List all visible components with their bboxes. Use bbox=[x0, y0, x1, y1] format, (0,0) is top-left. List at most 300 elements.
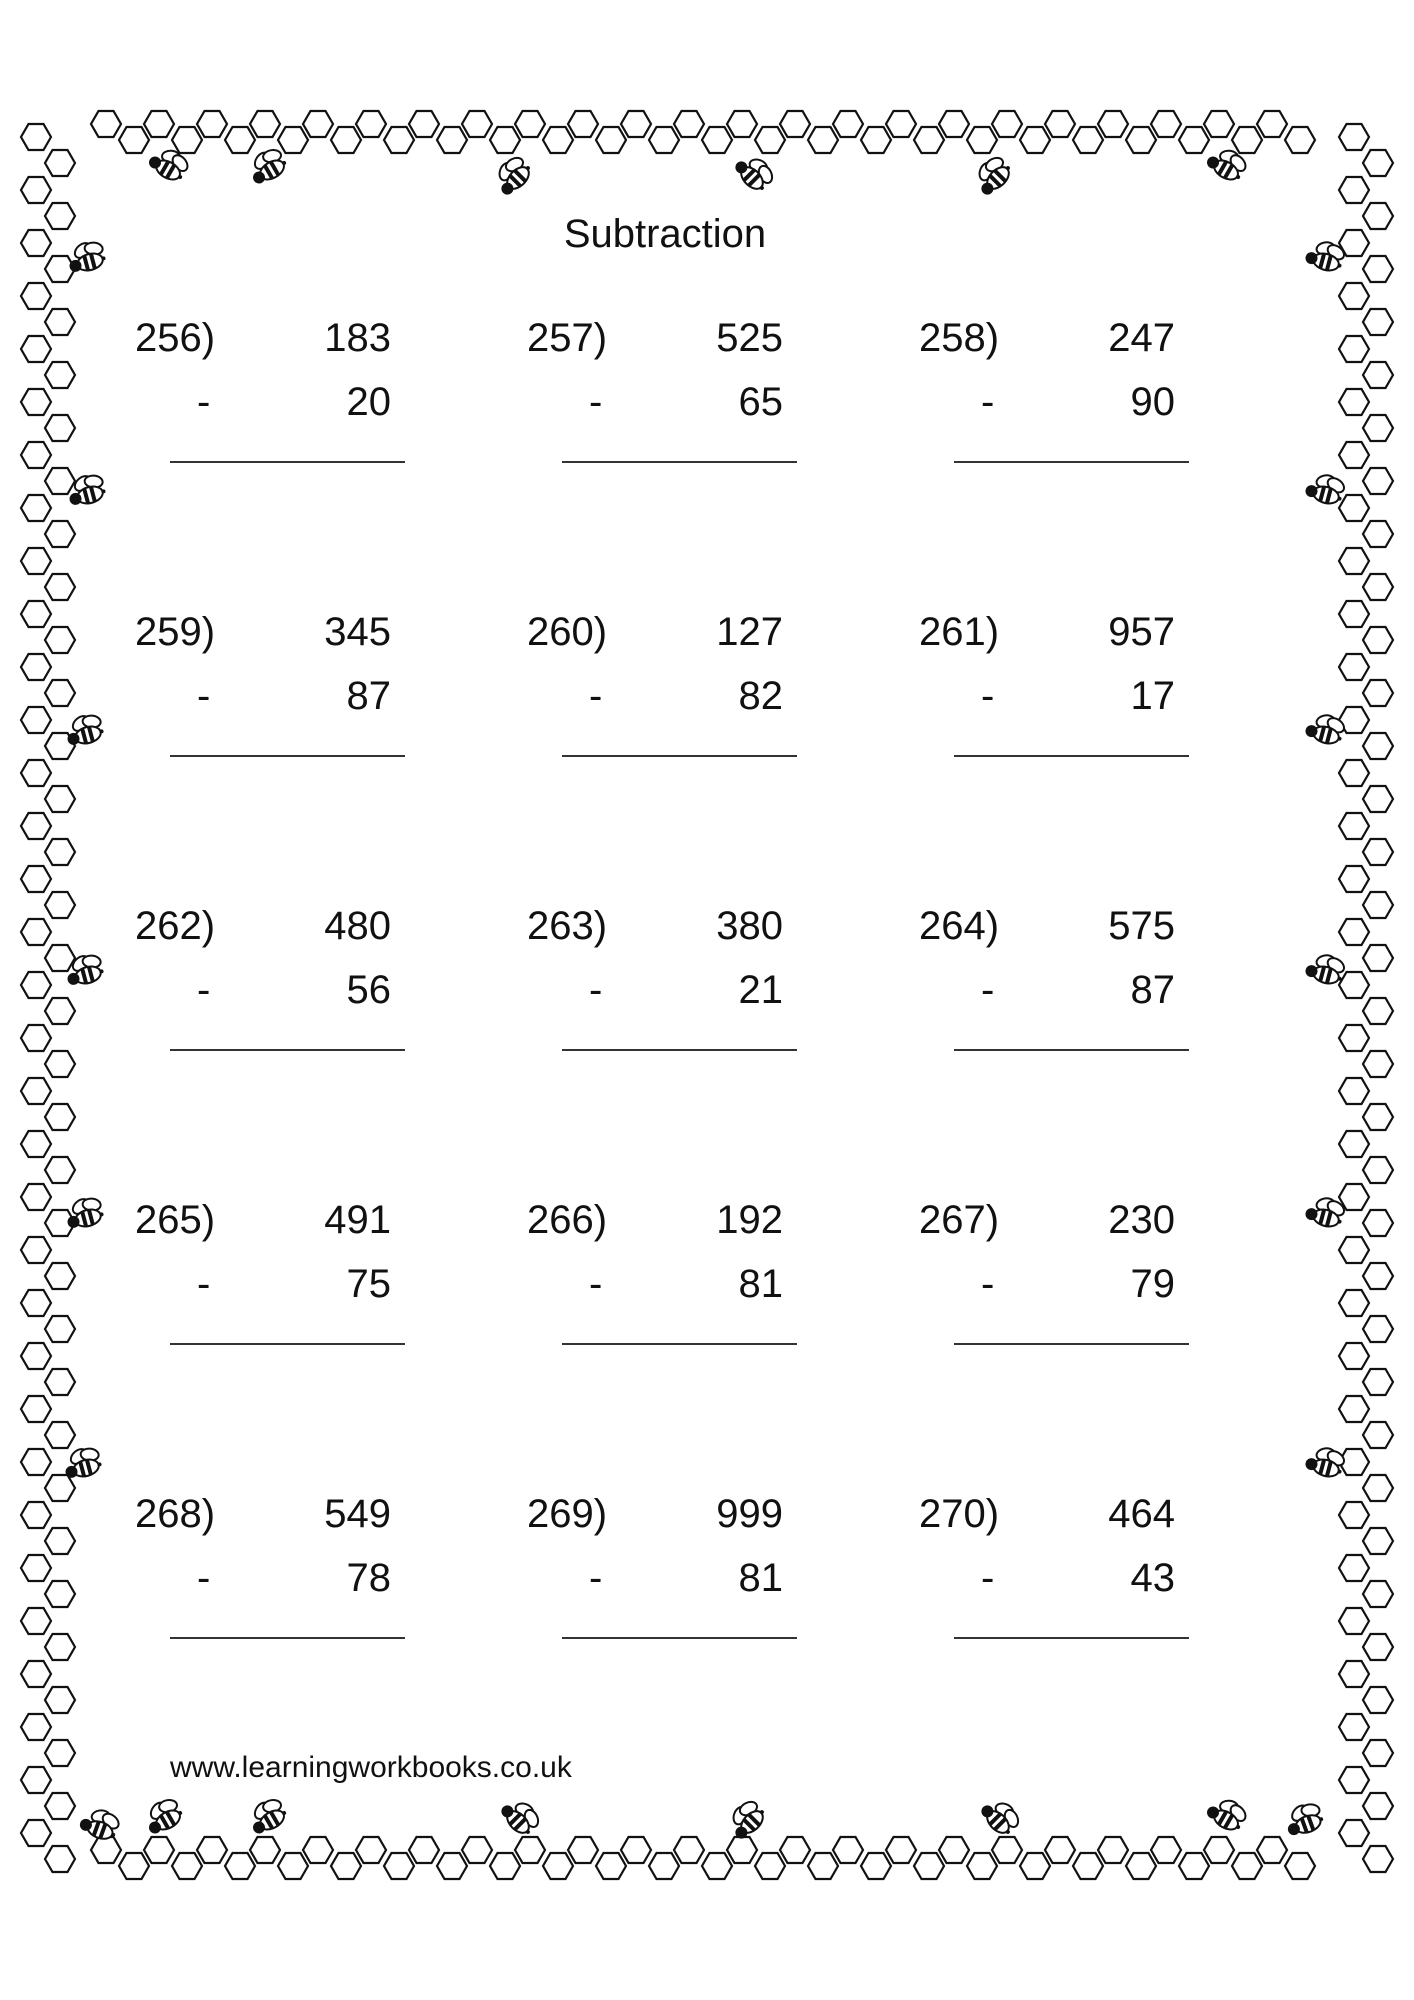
minus-sign: - bbox=[197, 1262, 211, 1306]
hexagon-cell bbox=[1232, 127, 1262, 153]
problem-number: 263) bbox=[527, 904, 608, 948]
answer-line bbox=[170, 1637, 405, 1639]
hexagon-cell bbox=[621, 1837, 651, 1863]
problem-265 bbox=[135, 1195, 527, 1489]
hexagon-cell bbox=[91, 1837, 121, 1863]
hexagon-cell bbox=[45, 309, 75, 335]
bee-icon bbox=[1204, 1790, 1252, 1835]
hexagon-cell bbox=[1363, 1157, 1393, 1183]
hexagon-cell bbox=[1098, 111, 1128, 137]
hexagon-cell bbox=[21, 1767, 51, 1793]
hexagon-cell bbox=[1179, 1853, 1209, 1879]
hexagon-cell bbox=[1339, 760, 1369, 786]
hexagon-cell bbox=[197, 1837, 227, 1863]
subtrahend: 43 bbox=[1130, 1556, 1175, 1600]
hexagon-cell bbox=[21, 1237, 51, 1263]
hexagon-cell bbox=[1045, 111, 1075, 137]
hexagon-cell bbox=[1285, 1853, 1315, 1879]
hexagon-cell bbox=[21, 1608, 51, 1634]
problem-number: 260) bbox=[527, 610, 608, 654]
hexagon-cell bbox=[21, 177, 51, 203]
answer-line bbox=[562, 755, 797, 757]
subtrahend: 17 bbox=[1130, 674, 1175, 718]
hexagon-cell bbox=[967, 127, 997, 153]
answer-line bbox=[170, 1343, 405, 1345]
hexagon-cell bbox=[21, 283, 51, 309]
hexagon-cell bbox=[1339, 919, 1369, 945]
subtrahend: 87 bbox=[346, 674, 391, 718]
hexagon-cell bbox=[1020, 127, 1050, 153]
hexagon-cell bbox=[939, 111, 969, 137]
answer-line bbox=[170, 1049, 405, 1051]
hexagon-cell bbox=[596, 127, 626, 153]
subtrahend: 79 bbox=[1130, 1262, 1175, 1306]
hexagon-cell bbox=[1126, 127, 1156, 153]
hexagon-cell bbox=[780, 1837, 810, 1863]
hexagon-cell bbox=[780, 111, 810, 137]
answer-line bbox=[562, 1343, 797, 1345]
hexagon-cell bbox=[1363, 1740, 1393, 1766]
hexagon-cell bbox=[356, 1837, 386, 1863]
hexagon-cell bbox=[331, 1853, 361, 1879]
hexagon-cell bbox=[21, 1131, 51, 1157]
hexagon-cell bbox=[1339, 177, 1369, 203]
hexagon-cell bbox=[674, 1837, 704, 1863]
hexagon-cell bbox=[45, 1263, 75, 1289]
subtrahend: 21 bbox=[738, 968, 783, 1012]
hexagon-cell bbox=[1363, 1316, 1393, 1342]
subtrahend: 90 bbox=[1130, 380, 1175, 424]
hexagon-cell bbox=[45, 1157, 75, 1183]
hexagon-cell bbox=[462, 111, 492, 137]
bee-icon bbox=[487, 150, 536, 199]
hexagon-cell bbox=[45, 680, 75, 706]
problem-number: 268) bbox=[135, 1492, 216, 1536]
minuend: 525 bbox=[716, 316, 783, 360]
minuend: 380 bbox=[716, 904, 783, 948]
hexagon-cell bbox=[21, 1820, 51, 1846]
minuend: 230 bbox=[1108, 1198, 1175, 1242]
hexagon-cell bbox=[1257, 111, 1287, 137]
problem-258 bbox=[919, 313, 1215, 607]
hexagon-cell bbox=[1339, 1396, 1369, 1422]
hexagon-cell bbox=[1151, 1837, 1181, 1863]
hexagon-cell bbox=[1363, 1369, 1393, 1395]
subtrahend: 78 bbox=[346, 1556, 391, 1600]
hexagon-cell bbox=[1363, 1210, 1393, 1236]
hexagon-cell bbox=[1339, 1608, 1369, 1634]
hexagon-cell bbox=[596, 1853, 626, 1879]
hexagon-cell bbox=[727, 111, 757, 137]
hexagon-cell bbox=[833, 1837, 863, 1863]
hexagon-cell bbox=[1257, 1837, 1287, 1863]
hexagon-cell bbox=[21, 1661, 51, 1687]
answer-line bbox=[954, 1343, 1189, 1345]
hexagon-cell bbox=[1073, 127, 1103, 153]
hexagon-cell bbox=[1339, 1131, 1369, 1157]
hexagon-cell bbox=[21, 1502, 51, 1528]
hexagon-cell bbox=[1363, 309, 1393, 335]
hexagon-cell bbox=[21, 813, 51, 839]
hexagon-cell bbox=[21, 124, 51, 150]
hexagon-cell bbox=[437, 1853, 467, 1879]
hexagon-cell bbox=[1339, 495, 1369, 521]
hexagon-cell bbox=[225, 1853, 255, 1879]
hexagon-cell bbox=[1204, 1837, 1234, 1863]
minus-sign: - bbox=[589, 674, 603, 718]
hexagon-cell bbox=[119, 1853, 149, 1879]
hexagon-cell bbox=[1339, 1290, 1369, 1316]
hexagon-cell bbox=[1363, 1634, 1393, 1660]
hexagon-cell bbox=[21, 336, 51, 362]
hexagon-cell bbox=[1363, 256, 1393, 282]
hexagon-cell bbox=[1363, 998, 1393, 1024]
subtrahend: 56 bbox=[346, 968, 391, 1012]
hexagon-cell bbox=[119, 127, 149, 153]
hexagon-cell bbox=[21, 654, 51, 680]
hexagon-cell bbox=[45, 1846, 75, 1872]
hexagon-cell bbox=[1339, 124, 1369, 150]
subtrahend: 65 bbox=[738, 380, 783, 424]
hexagon-cell bbox=[1204, 111, 1234, 137]
hexagon-cell bbox=[1339, 1237, 1369, 1263]
hexagon-cell bbox=[1339, 442, 1369, 468]
minus-sign: - bbox=[197, 968, 211, 1012]
hexagon-cell bbox=[1339, 1025, 1369, 1051]
hexagon-cell bbox=[21, 548, 51, 574]
hexagon-cell bbox=[45, 1316, 75, 1342]
hexagon-cell bbox=[21, 442, 51, 468]
hexagon-cell bbox=[45, 1581, 75, 1607]
hexagon-cell bbox=[1179, 127, 1209, 153]
subtrahend: 75 bbox=[346, 1262, 391, 1306]
minuend: 491 bbox=[324, 1198, 391, 1242]
hexagon-cell bbox=[21, 1555, 51, 1581]
minuend: 464 bbox=[1108, 1492, 1175, 1536]
hexagon-cell bbox=[1339, 1820, 1369, 1846]
problem-256 bbox=[135, 313, 527, 607]
hexagon-cell bbox=[886, 1837, 916, 1863]
hexagon-cell bbox=[144, 111, 174, 137]
hexagon-cell bbox=[1363, 1528, 1393, 1554]
hexagon-cell bbox=[702, 1853, 732, 1879]
bee-icon bbox=[139, 1792, 187, 1837]
hexagon-cell bbox=[727, 1837, 757, 1863]
hexagon-cell bbox=[967, 1853, 997, 1879]
hexagon-cell bbox=[1363, 1687, 1393, 1713]
subtrahend: 81 bbox=[738, 1556, 783, 1600]
hexagon-cell bbox=[1363, 1422, 1393, 1448]
hexagon-cell bbox=[1363, 468, 1393, 494]
hexagon-cell bbox=[1339, 1502, 1369, 1528]
minus-sign: - bbox=[589, 1262, 603, 1306]
minuend: 480 bbox=[324, 904, 391, 948]
minuend: 957 bbox=[1108, 610, 1175, 654]
minuend: 345 bbox=[324, 610, 391, 654]
hexagon-cell bbox=[172, 1853, 202, 1879]
bee-icon bbox=[977, 1791, 1026, 1840]
hexagon-cell bbox=[45, 945, 75, 971]
problem-269 bbox=[527, 1489, 919, 1783]
problem-266 bbox=[527, 1195, 919, 1489]
hexagon-cell bbox=[21, 1078, 51, 1104]
hexagon-cell bbox=[303, 111, 333, 137]
hexagon-cell bbox=[21, 1449, 51, 1475]
hexagon-cell bbox=[278, 1853, 308, 1879]
problem-number: 257) bbox=[527, 316, 608, 360]
minuend: 549 bbox=[324, 1492, 391, 1536]
hexagon-cell bbox=[1339, 389, 1369, 415]
hexagon-cell bbox=[172, 127, 202, 153]
hexagon-cell bbox=[21, 1290, 51, 1316]
minuend: 247 bbox=[1108, 316, 1175, 360]
hexagon-cell bbox=[45, 1475, 75, 1501]
hexagon-cell bbox=[833, 111, 863, 137]
problem-259 bbox=[135, 607, 527, 901]
hexagon-cell bbox=[914, 127, 944, 153]
hexagon-cell bbox=[21, 1714, 51, 1740]
hexagon-cell bbox=[490, 1853, 520, 1879]
hexagon-cell bbox=[45, 892, 75, 918]
hexagon-cell bbox=[384, 127, 414, 153]
bee-icon bbox=[78, 1802, 125, 1844]
bee-icon bbox=[497, 1791, 546, 1840]
hexagon-cell bbox=[568, 1837, 598, 1863]
hexagon-cell bbox=[702, 127, 732, 153]
hexagon-cell bbox=[1363, 733, 1393, 759]
minus-sign: - bbox=[589, 968, 603, 1012]
problem-number: 259) bbox=[135, 610, 216, 654]
hexagon-cell bbox=[1020, 1853, 1050, 1879]
problem-263 bbox=[527, 901, 919, 1195]
problem-number: 269) bbox=[527, 1492, 608, 1536]
hexagon-cell bbox=[1363, 1104, 1393, 1130]
subtrahend: 87 bbox=[1130, 968, 1175, 1012]
hexagon-cell bbox=[225, 127, 255, 153]
hexagon-cell bbox=[1363, 839, 1393, 865]
hexagon-cell bbox=[1363, 945, 1393, 971]
hexagon-cell bbox=[21, 1184, 51, 1210]
hexagon-cell bbox=[1339, 1184, 1369, 1210]
hexagon-cell bbox=[1363, 627, 1393, 653]
problem-number: 256) bbox=[135, 316, 216, 360]
hexagon-cell bbox=[21, 1396, 51, 1422]
hexagon-cell bbox=[303, 1837, 333, 1863]
hexagon-cell bbox=[21, 495, 51, 521]
hexagon-cell bbox=[914, 1853, 944, 1879]
hexagon-cell bbox=[197, 111, 227, 137]
hexagon-cell bbox=[1073, 1853, 1103, 1879]
hexagon-cell bbox=[21, 389, 51, 415]
hexagon-cell bbox=[1363, 415, 1393, 441]
hexagon-cell bbox=[21, 919, 51, 945]
answer-line bbox=[954, 461, 1189, 463]
problem-264 bbox=[919, 901, 1215, 1195]
minus-sign: - bbox=[589, 380, 603, 424]
problem-number: 261) bbox=[919, 610, 1000, 654]
hexagon-cell bbox=[1339, 1555, 1369, 1581]
hexagon-cell bbox=[45, 1793, 75, 1819]
hexagon-cell bbox=[21, 601, 51, 627]
hexagon-cell bbox=[939, 1837, 969, 1863]
hexagon-cell bbox=[91, 111, 121, 137]
hexagon-cell bbox=[409, 1837, 439, 1863]
hexagon-cell bbox=[490, 127, 520, 153]
problem-number: 270) bbox=[919, 1492, 1000, 1536]
minuend: 183 bbox=[324, 316, 391, 360]
hexagon-cell bbox=[568, 111, 598, 137]
hexagon-cell bbox=[1126, 1853, 1156, 1879]
minus-sign: - bbox=[981, 1556, 995, 1600]
hexagon-cell bbox=[1339, 654, 1369, 680]
hexagon-cell bbox=[45, 786, 75, 812]
problem-grid bbox=[135, 313, 1215, 1783]
hexagon-cell bbox=[808, 127, 838, 153]
hexagon-cell bbox=[45, 1051, 75, 1077]
hexagon-cell bbox=[1363, 574, 1393, 600]
answer-line bbox=[562, 461, 797, 463]
hexagon-cell bbox=[1363, 521, 1393, 547]
hexagon-cell bbox=[1151, 111, 1181, 137]
hexagon-cell bbox=[861, 1853, 891, 1879]
bee-icon bbox=[243, 1792, 291, 1837]
hexagon-cell bbox=[755, 1853, 785, 1879]
hexagon-cell bbox=[45, 1422, 75, 1448]
hexagon-cell bbox=[1232, 1853, 1262, 1879]
hexagon-cell bbox=[462, 1837, 492, 1863]
hexagon-cell bbox=[992, 111, 1022, 137]
hexagon-cell bbox=[384, 1853, 414, 1879]
problem-number: 267) bbox=[919, 1198, 1000, 1242]
subtrahend: 82 bbox=[738, 674, 783, 718]
hexagon-cell bbox=[543, 127, 573, 153]
hexagon-cell bbox=[144, 1837, 174, 1863]
hexagon-cell bbox=[45, 521, 75, 547]
minus-sign: - bbox=[197, 674, 211, 718]
problem-number: 264) bbox=[919, 904, 1000, 948]
hexagon-cell bbox=[278, 127, 308, 153]
minus-sign: - bbox=[197, 380, 211, 424]
hexagon-cell bbox=[45, 1104, 75, 1130]
hexagon-cell bbox=[45, 1687, 75, 1713]
answer-line bbox=[954, 1049, 1189, 1051]
hexagon-cell bbox=[21, 760, 51, 786]
hexagon-cell bbox=[674, 111, 704, 137]
minus-sign: - bbox=[197, 1556, 211, 1600]
hexagon-cell bbox=[437, 127, 467, 153]
hexagon-cell bbox=[992, 1837, 1022, 1863]
hexagon-cell bbox=[45, 150, 75, 176]
hexagon-cell bbox=[1285, 127, 1315, 153]
answer-line bbox=[954, 1637, 1189, 1639]
problem-number: 265) bbox=[135, 1198, 216, 1242]
problem-number: 258) bbox=[919, 316, 1000, 360]
answer-line bbox=[170, 461, 405, 463]
answer-line bbox=[562, 1637, 797, 1639]
answer-line bbox=[170, 755, 405, 757]
hexagon-cell bbox=[21, 1025, 51, 1051]
problem-262 bbox=[135, 901, 527, 1195]
hexagon-cell bbox=[1339, 601, 1369, 627]
hexagon-cell bbox=[250, 111, 280, 137]
minus-sign: - bbox=[981, 674, 995, 718]
hexagon-cell bbox=[1363, 786, 1393, 812]
hexagon-cell bbox=[45, 574, 75, 600]
problem-261 bbox=[919, 607, 1215, 901]
hexagon-cell bbox=[1339, 1661, 1369, 1687]
hexagon-cell bbox=[45, 1740, 75, 1766]
hexagon-cell bbox=[861, 127, 891, 153]
hexagon-cell bbox=[45, 1369, 75, 1395]
hexagon-cell bbox=[886, 111, 916, 137]
hexagon-cell bbox=[45, 839, 75, 865]
hexagon-cell bbox=[755, 127, 785, 153]
hexagon-cell bbox=[45, 468, 75, 494]
hexagon-cell bbox=[1339, 336, 1369, 362]
bee-icon bbox=[731, 147, 780, 196]
hexagon-cell bbox=[21, 866, 51, 892]
hexagon-cell bbox=[649, 1853, 679, 1879]
minuend: 192 bbox=[716, 1198, 783, 1242]
hexagon-cell bbox=[356, 111, 386, 137]
problem-260 bbox=[527, 607, 919, 901]
hexagon-cell bbox=[1339, 813, 1369, 839]
hexagon-cell bbox=[1363, 1263, 1393, 1289]
hexagon-cell bbox=[1339, 283, 1369, 309]
hexagon-cell bbox=[21, 707, 51, 733]
hexagon-cell bbox=[1339, 866, 1369, 892]
hexagon-cell bbox=[1339, 548, 1369, 574]
hexagon-cell bbox=[1339, 1078, 1369, 1104]
subtrahend: 20 bbox=[346, 380, 391, 424]
minuend: 127 bbox=[716, 610, 783, 654]
minus-sign: - bbox=[981, 968, 995, 1012]
minuend: 575 bbox=[1108, 904, 1175, 948]
hexagon-cell bbox=[1363, 1051, 1393, 1077]
problem-267 bbox=[919, 1195, 1215, 1489]
hexagon-cell bbox=[1045, 1837, 1075, 1863]
hexagon-cell bbox=[1339, 972, 1369, 998]
hexagon-cell bbox=[45, 998, 75, 1024]
hexagon-cell bbox=[515, 111, 545, 137]
hexagon-cell bbox=[1363, 680, 1393, 706]
hexagon-cell bbox=[1339, 1343, 1369, 1369]
hexagon-cell bbox=[45, 1528, 75, 1554]
hexagon-cell bbox=[1339, 1767, 1369, 1793]
hexagon-cell bbox=[331, 127, 361, 153]
hexagon-cell bbox=[250, 1837, 280, 1863]
hexagon-cell bbox=[1363, 362, 1393, 388]
bee-icon bbox=[62, 709, 107, 748]
subtrahend: 81 bbox=[738, 1262, 783, 1306]
hexagon-cell bbox=[45, 362, 75, 388]
hexagon-cell bbox=[1363, 892, 1393, 918]
hexagon-cell bbox=[1363, 1846, 1393, 1872]
minuend: 999 bbox=[716, 1492, 783, 1536]
bee-icon bbox=[721, 1794, 770, 1843]
bee-icon bbox=[1281, 1797, 1328, 1839]
hexagon-cell bbox=[1363, 203, 1393, 229]
page-title: Subtraction bbox=[563, 212, 767, 256]
hexagon-cell bbox=[1363, 1581, 1393, 1607]
hexagon-cell bbox=[45, 627, 75, 653]
minus-sign: - bbox=[981, 380, 995, 424]
hexagon-cell bbox=[621, 111, 651, 137]
hexagon-cell bbox=[1339, 1714, 1369, 1740]
problem-number: 262) bbox=[135, 904, 216, 948]
hexagon-cell bbox=[543, 1853, 573, 1879]
hexagon-cell bbox=[515, 1837, 545, 1863]
